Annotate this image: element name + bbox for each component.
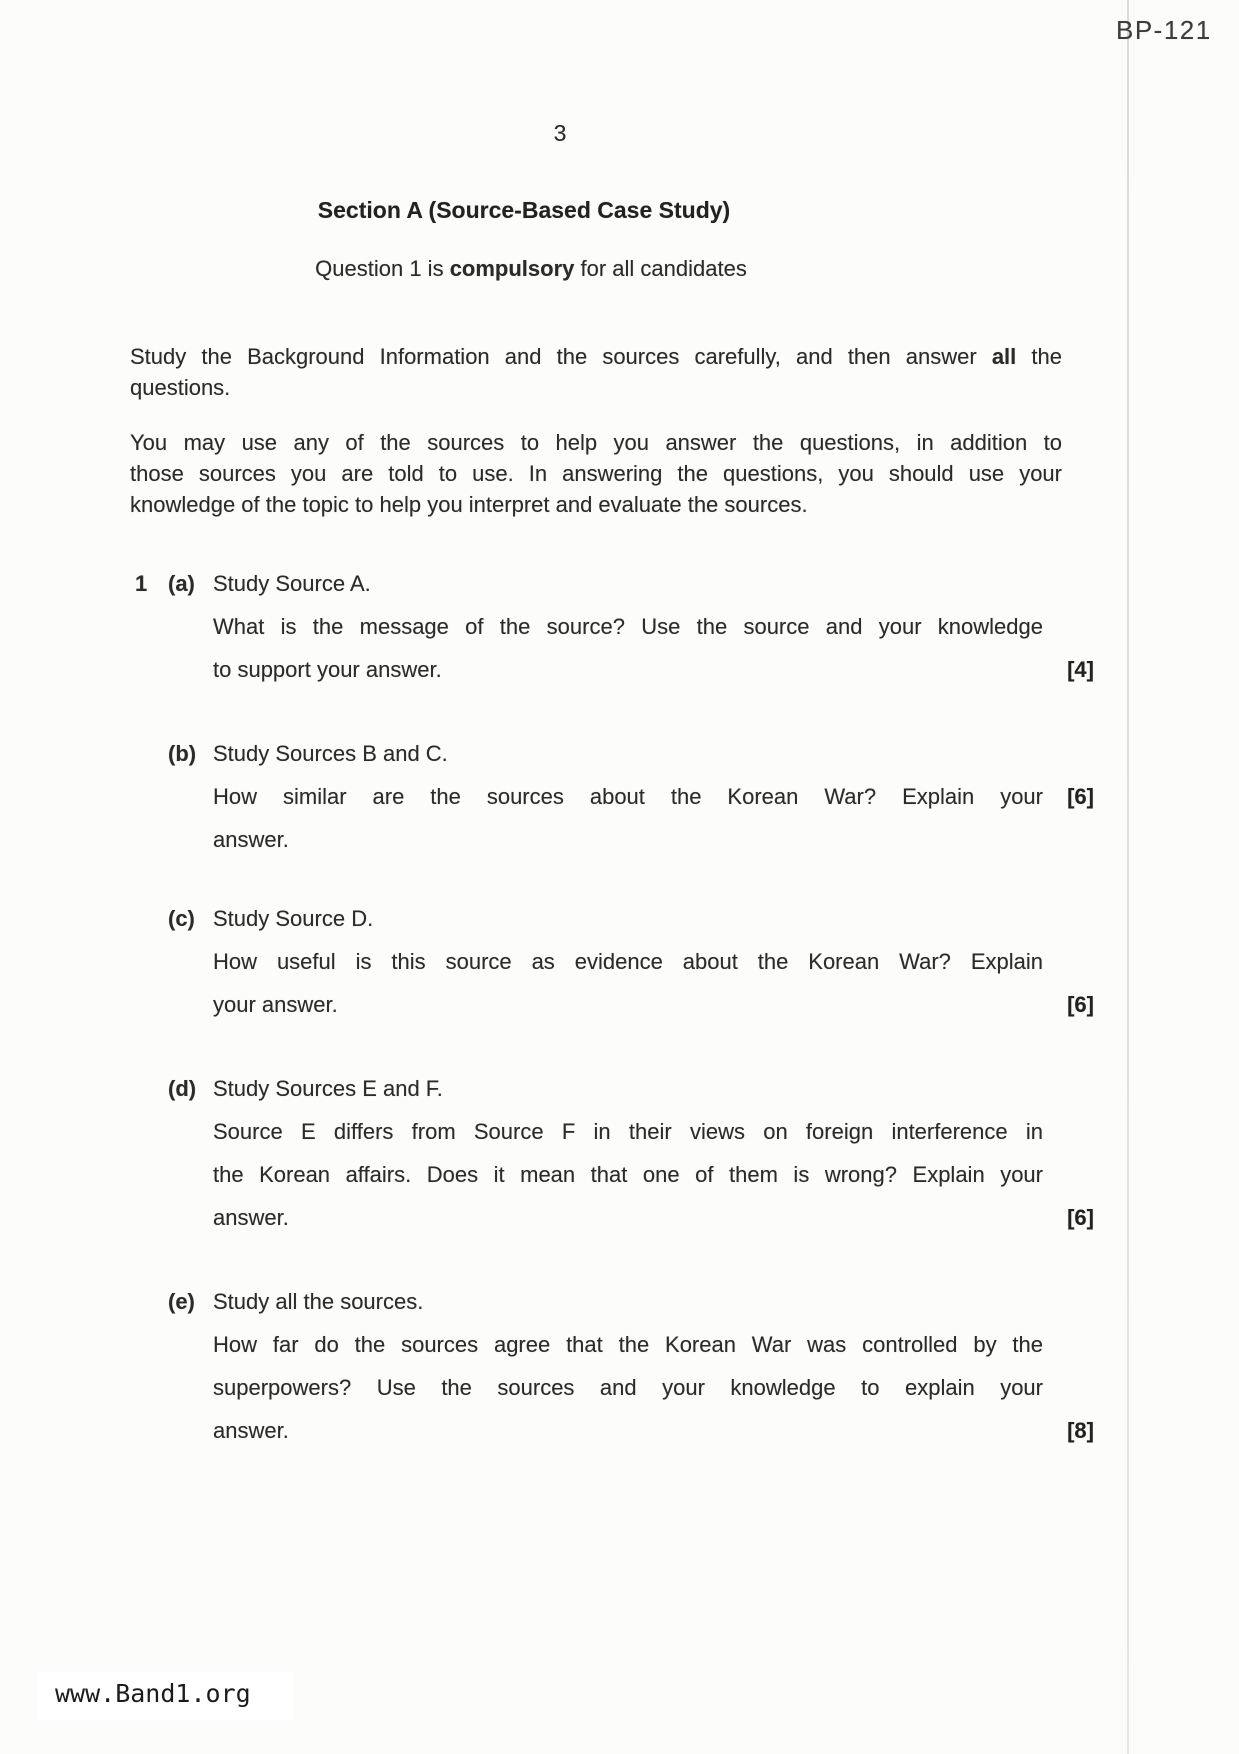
question-1e-line-2: superpowers? Use the sources and your knowledge to explain your (213, 1375, 1043, 1400)
marks-1d: [6] (1067, 1205, 1094, 1230)
watermark-url: www.Band1.org (55, 1679, 251, 1708)
question-1e-line-1: How far do the sources agree that the Korean War was controlled by the (213, 1332, 1043, 1357)
section-title: Section A (Source-Based Case Study) (317, 197, 731, 223)
question-letter-b: (b) (168, 741, 197, 766)
question-letter-c: (c) (168, 906, 195, 931)
intro-paragraph-2 (130, 427, 1062, 520)
marks-1e: [8] (1067, 1418, 1094, 1443)
question-1c-heading: Study Source D. (213, 906, 374, 931)
question-letter-e: (e) (168, 1289, 195, 1314)
question-1b-line-1: How similar are the sources about the Korean War? Explain your (213, 784, 1043, 809)
question-1b-text (213, 732, 1043, 861)
document-code: BP-121 (1116, 15, 1212, 45)
question-letter-d: (d) (168, 1076, 197, 1101)
intro-paragraph-1-line-2: questions. (130, 375, 231, 400)
question-1b-line-2: answer. (213, 827, 289, 852)
question-1a-heading: Study Source A. (213, 571, 371, 596)
question-1b-heading: Study Sources B and C. (213, 741, 448, 766)
p1-bold-word: all (991, 344, 1017, 369)
page-number: 3 (553, 120, 567, 146)
p1-suffix: the (1016, 344, 1062, 369)
question-1e-heading: Study all the sources. (213, 1289, 424, 1314)
question-1e-line-3: answer. (213, 1418, 289, 1443)
subtitle-prefix: Question 1 is (315, 256, 450, 281)
question-1d-text (213, 1067, 1043, 1239)
subtitle-bold-word: compulsory (449, 256, 575, 281)
section-subtitle (0, 256, 1062, 282)
intro-paragraph-2-line-2: those sources you are told to use. In answering the questions, you should use your (130, 461, 1062, 486)
question-letter-a: (a) (168, 571, 195, 596)
marks-1c: [6] (1067, 992, 1094, 1017)
question-1a-line-1: What is the message of the source? Use the source and your knowledge (213, 614, 1043, 639)
marks-1a: [4] (1067, 657, 1094, 682)
question-1d-line-3: answer. (213, 1205, 289, 1230)
question-1c-text (213, 897, 1043, 1026)
question-1a-line-2: to support your answer. (213, 657, 442, 682)
question-1d-line-1: Source E differs from Source F in their views on foreign interference in (213, 1119, 1043, 1144)
subtitle-suffix: for all candidates (574, 256, 747, 281)
question-1d-line-2: the Korean affairs. Does it mean that one of them is wrong? Explain your (213, 1162, 1043, 1187)
question-1c-line-2: your answer. (213, 992, 338, 1017)
marks-1b: [6] (1067, 784, 1094, 809)
question-1d-heading: Study Sources E and F. (213, 1076, 443, 1101)
question-1a-text (213, 562, 1043, 691)
question-1e-text (213, 1280, 1043, 1452)
intro-paragraph-1 (130, 341, 1062, 403)
question-1c-line-1: How useful is this source as evidence about the Korean War? Explain (213, 949, 1043, 974)
question-number: 1 (135, 571, 148, 596)
intro-paragraph-2-line-3: knowledge of the topic to help you interpret and evaluate the sources. (130, 492, 808, 517)
scan-fold-line (1127, 0, 1129, 1754)
intro-paragraph-2-line-1: You may use any of the sources to help you answer the questions, in addition to (130, 430, 1062, 455)
p1-prefix: Study the Background Information and the sources carefully, and then answer (130, 344, 992, 369)
intro-paragraph-1-line-1 (130, 341, 1062, 372)
